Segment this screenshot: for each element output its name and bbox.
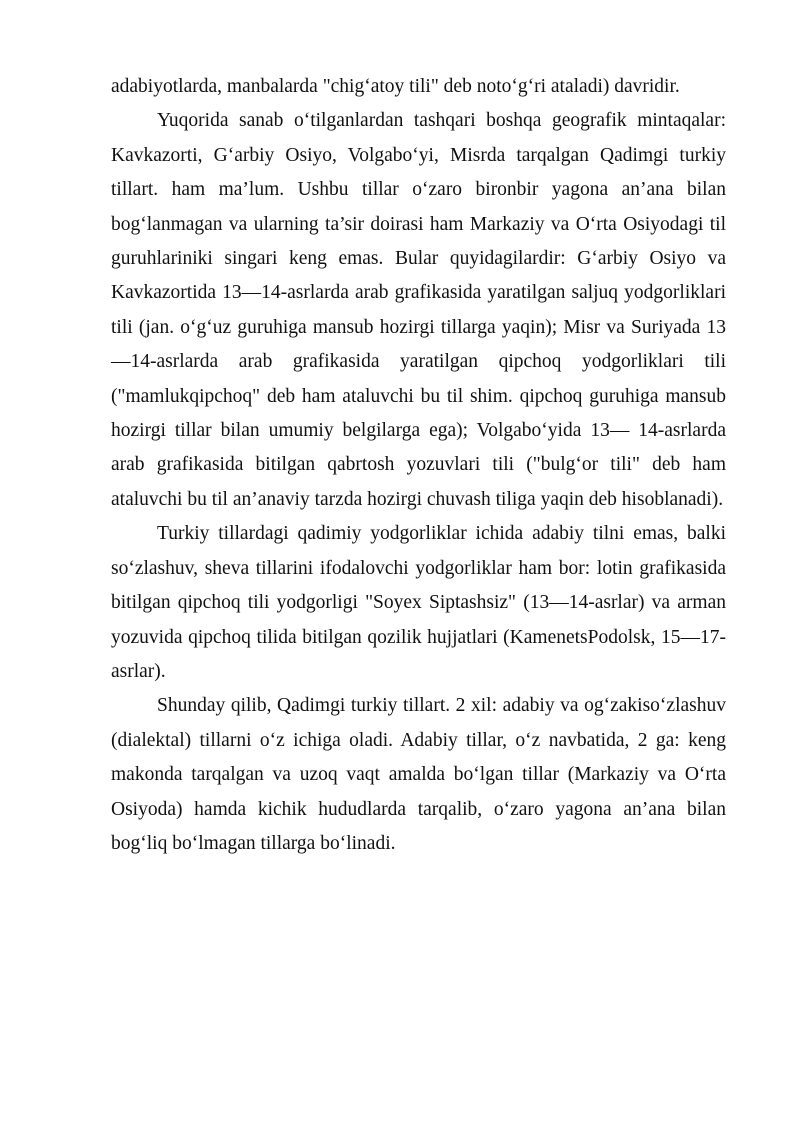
paragraph-colloquial-monuments: Turkiy tillardagi qadimiy yodgorliklar ichida adabiy tilni emas, balki so‘zlashuv, sheva tillarini ifodalovchi yodgorliklar ham bor: lotin grafikasida bitilgan qipchoq tili yodgorligi "Soyex Siptashsiz" (13—14-asrlar) va arman yozuvida qipchoq tilida bitilgan qozilik hujjatlari (KamenetsPodolsk, 15—17-asrlar). [111, 523, 726, 682]
paragraph-conclusion: Shunday qilib, Qadimgi turkiy tillart. 2 xil: adabiy va og‘zakiso‘zlashuv (dialektal) tillarni o‘z ichiga oladi. Adabiy tillar, o‘z navbatida, 2 ga: keng makonda tarqalgan va uzoq vaqt amalda bo‘lgan tillar (Markaziy va O‘rta Osiyoda) hamda kichik hududlarda tarqalib, o‘zaro yagona an’ana bilan bog‘liq bo‘lmagan tillarga bo‘linadi. [111, 695, 726, 854]
paragraph-continuation: adabiyotlarda, manbalarda "chig‘atoy tili" deb noto‘g‘ri ataladi) davridir. [111, 76, 680, 97]
document-page [111, 70, 726, 861]
paragraph-geographic-regions: Yuqorida sanab o‘tilganlardan tashqari boshqa geografik mintaqalar: Kavkazorti, G‘arbiy Osiyo, Volgabo‘yi, Misrda tarqalgan Qadimgi turkiy tillart. ham ma’lum. Ushbu tillar o‘zaro bironbir yagona an’ana bilan bog‘lanmagan va ularning ta’sir doirasi ham Markaziy va O‘rta Osiyodagi til guruhlariniki singari keng emas. Bular quyidagilardir: G‘arbiy Osiyo va Kavkazortida 13—14-asrlarda arab grafikasida yaratilgan saljuq yodgorliklari tili (jan. o‘g‘uz guruhiga mansub hozirgi tillarga yaqin); Misr va Suriyada 13—14-asrlarda arab grafikasida yaratilgan qipchoq yodgorliklari tili ("mamlukqipchoq" deb ham ataluvchi bu til shim. qipchoq guruhiga mansub hozirgi tillar bilan umumiy belgilarga ega); Volgabo‘yida 13— 14-asrlarda arab grafikasida bitilgan qabrtosh yozuvlari tili ("bulg‘or tili" deb ham ataluvchi bu til an’anaviy tarzda hozirgi chuvash tiliga yaqin deb hisoblanadi). [111, 110, 726, 510]
